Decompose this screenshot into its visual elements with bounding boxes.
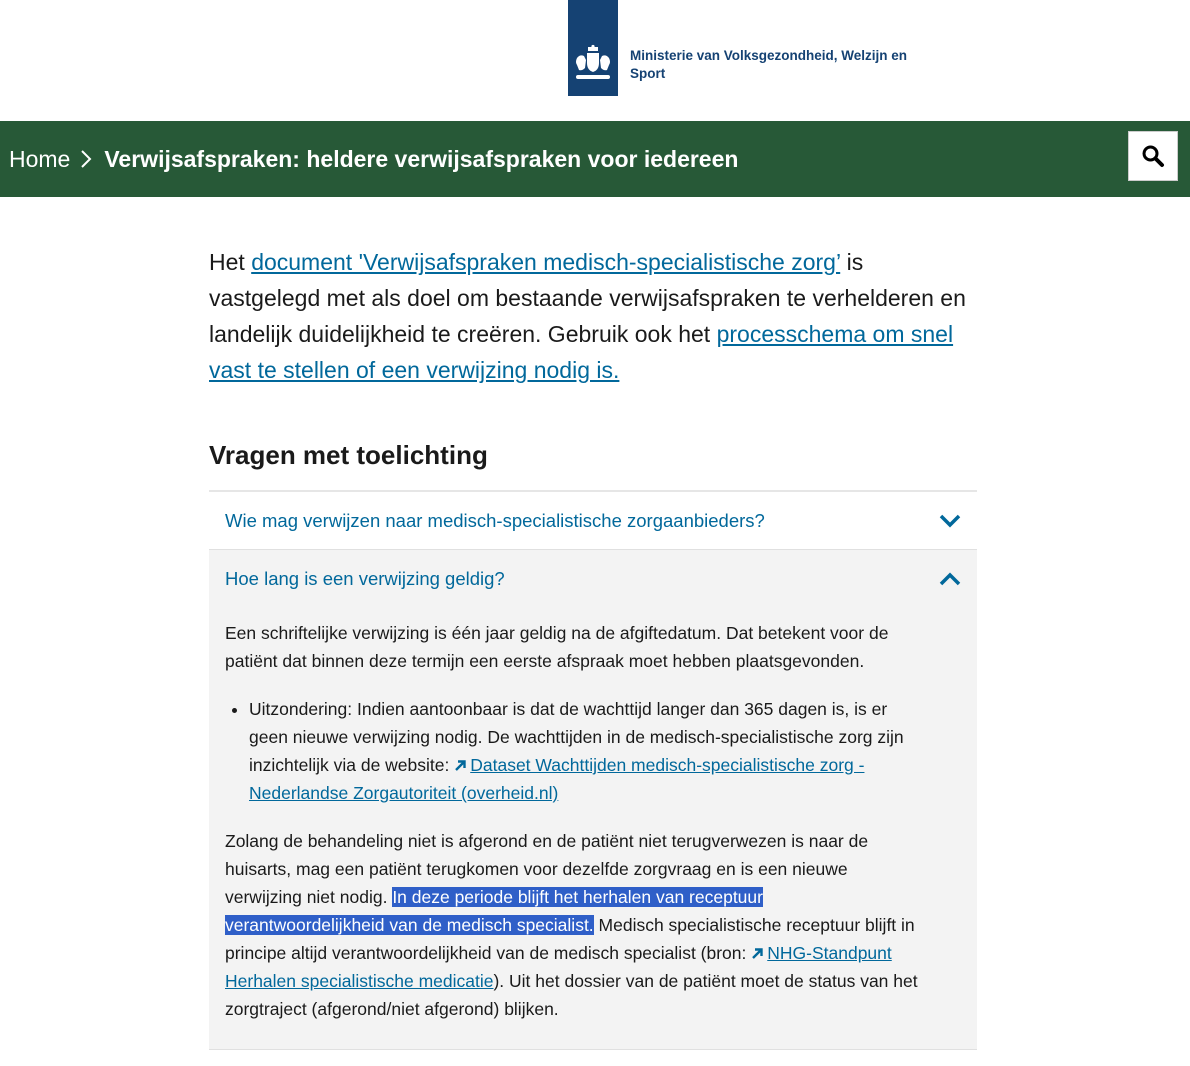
- breadcrumb-bar: [0, 121, 1190, 197]
- chevron-right-icon: [80, 149, 92, 169]
- document-link[interactable]: document 'Verwijsafspraken medisch-specialistische zorg’: [251, 249, 841, 275]
- ministry-name-line1: Ministerie van Volksgezondheid, Welzijn en: [630, 48, 908, 63]
- processchema-link[interactable]: processchema om snel vast te stellen of een verwijzing nodig is.: [209, 321, 954, 383]
- chevron-down-icon: [939, 514, 961, 528]
- accordion-item: [209, 550, 977, 1050]
- chevron-up-icon: [939, 572, 961, 586]
- accordion-item: [209, 492, 977, 550]
- intro-text-before: Het: [209, 249, 252, 275]
- accordion-question: Hoe lang is een verwijzing geldig?: [225, 567, 505, 589]
- answer-text: Zolang de behandeling niet is afgerond en de patiënt niet terugverwezen is naar de huisarts, mag een patiënt terugkomen voor dezelfde zorgvraag en is een nieuwe verwijzing niet nodig.: [225, 831, 869, 907]
- answer-text: Medisch specialistische receptuur blijft in principe altijd verantwoordelijkheid van de medisch specialist (bron:: [225, 915, 915, 963]
- site-header: [0, 0, 1190, 121]
- intro-paragraph: [209, 244, 977, 388]
- search-icon: [1141, 144, 1165, 168]
- answer-list: [225, 695, 925, 807]
- ministry-name: [630, 47, 930, 83]
- answer-text: ). Uit het dossier van de patiënt moet de status van het zorgtraject (afgerond/niet afgerond) blijken.: [225, 971, 918, 1019]
- ministry-name-line2: Sport: [630, 66, 666, 81]
- intro-text-middle: is vastgelegd met als doel om bestaande verwijsafspraken te verhelderen en landelijk duidelijkheid te creëren. Gebruik ook het: [209, 249, 966, 347]
- section-title: Vragen met toelichting: [209, 440, 488, 470]
- accordion-toggle-who-may-refer[interactable]: [209, 492, 977, 549]
- accordion-panel: [209, 607, 977, 1049]
- external-link-icon: [454, 759, 467, 772]
- faq-accordion: [209, 490, 977, 1050]
- nhg-standpunt-link[interactable]: NHG-Standpunt Herhalen specialistische medicatie: [225, 943, 892, 991]
- list-item-text: Uitzondering: Indien aantoonbaar is dat de wachttijd langer dan 365 dagen is, is er geen nieuwe verwijzing nodig. De wachttijden in de medisch-specialistische zorg zijn inzichtelijk via de website:: [249, 699, 904, 775]
- selected-text: In deze periode blijft het herhalen van receptuur verantwoordelijkheid van de medisch specialist.: [225, 887, 763, 935]
- answer-paragraph-1: Een schriftelijke verwijzing is één jaar geldig na de afgiftedatum. Dat betekent voor de patiënt dat binnen deze termijn een eerste afspraak moet hebben plaatsgevonden.: [225, 623, 889, 671]
- ministry-logo[interactable]: [568, 0, 618, 96]
- search-button[interactable]: [1128, 131, 1178, 181]
- accordion-toggle-validity[interactable]: [209, 550, 977, 607]
- answer-paragraph-2: [225, 827, 925, 1023]
- external-link-icon: [751, 947, 764, 960]
- list-item: [249, 695, 925, 807]
- accordion-question: Wie mag verwijzen naar medisch-specialistische zorgaanbieders?: [225, 509, 765, 531]
- breadcrumb-home-link[interactable]: Home: [9, 145, 71, 172]
- main-content: [209, 244, 977, 1050]
- dataset-wachttijden-link[interactable]: Dataset Wachttijden medisch-specialistische zorg - Nederlandse Zorgautoriteit (overheid.nl): [249, 755, 865, 803]
- coat-of-arms-icon: [571, 44, 615, 84]
- breadcrumb-current-page: Verwijsafspraken: heldere verwijsafspraken voor iedereen: [104, 145, 739, 172]
